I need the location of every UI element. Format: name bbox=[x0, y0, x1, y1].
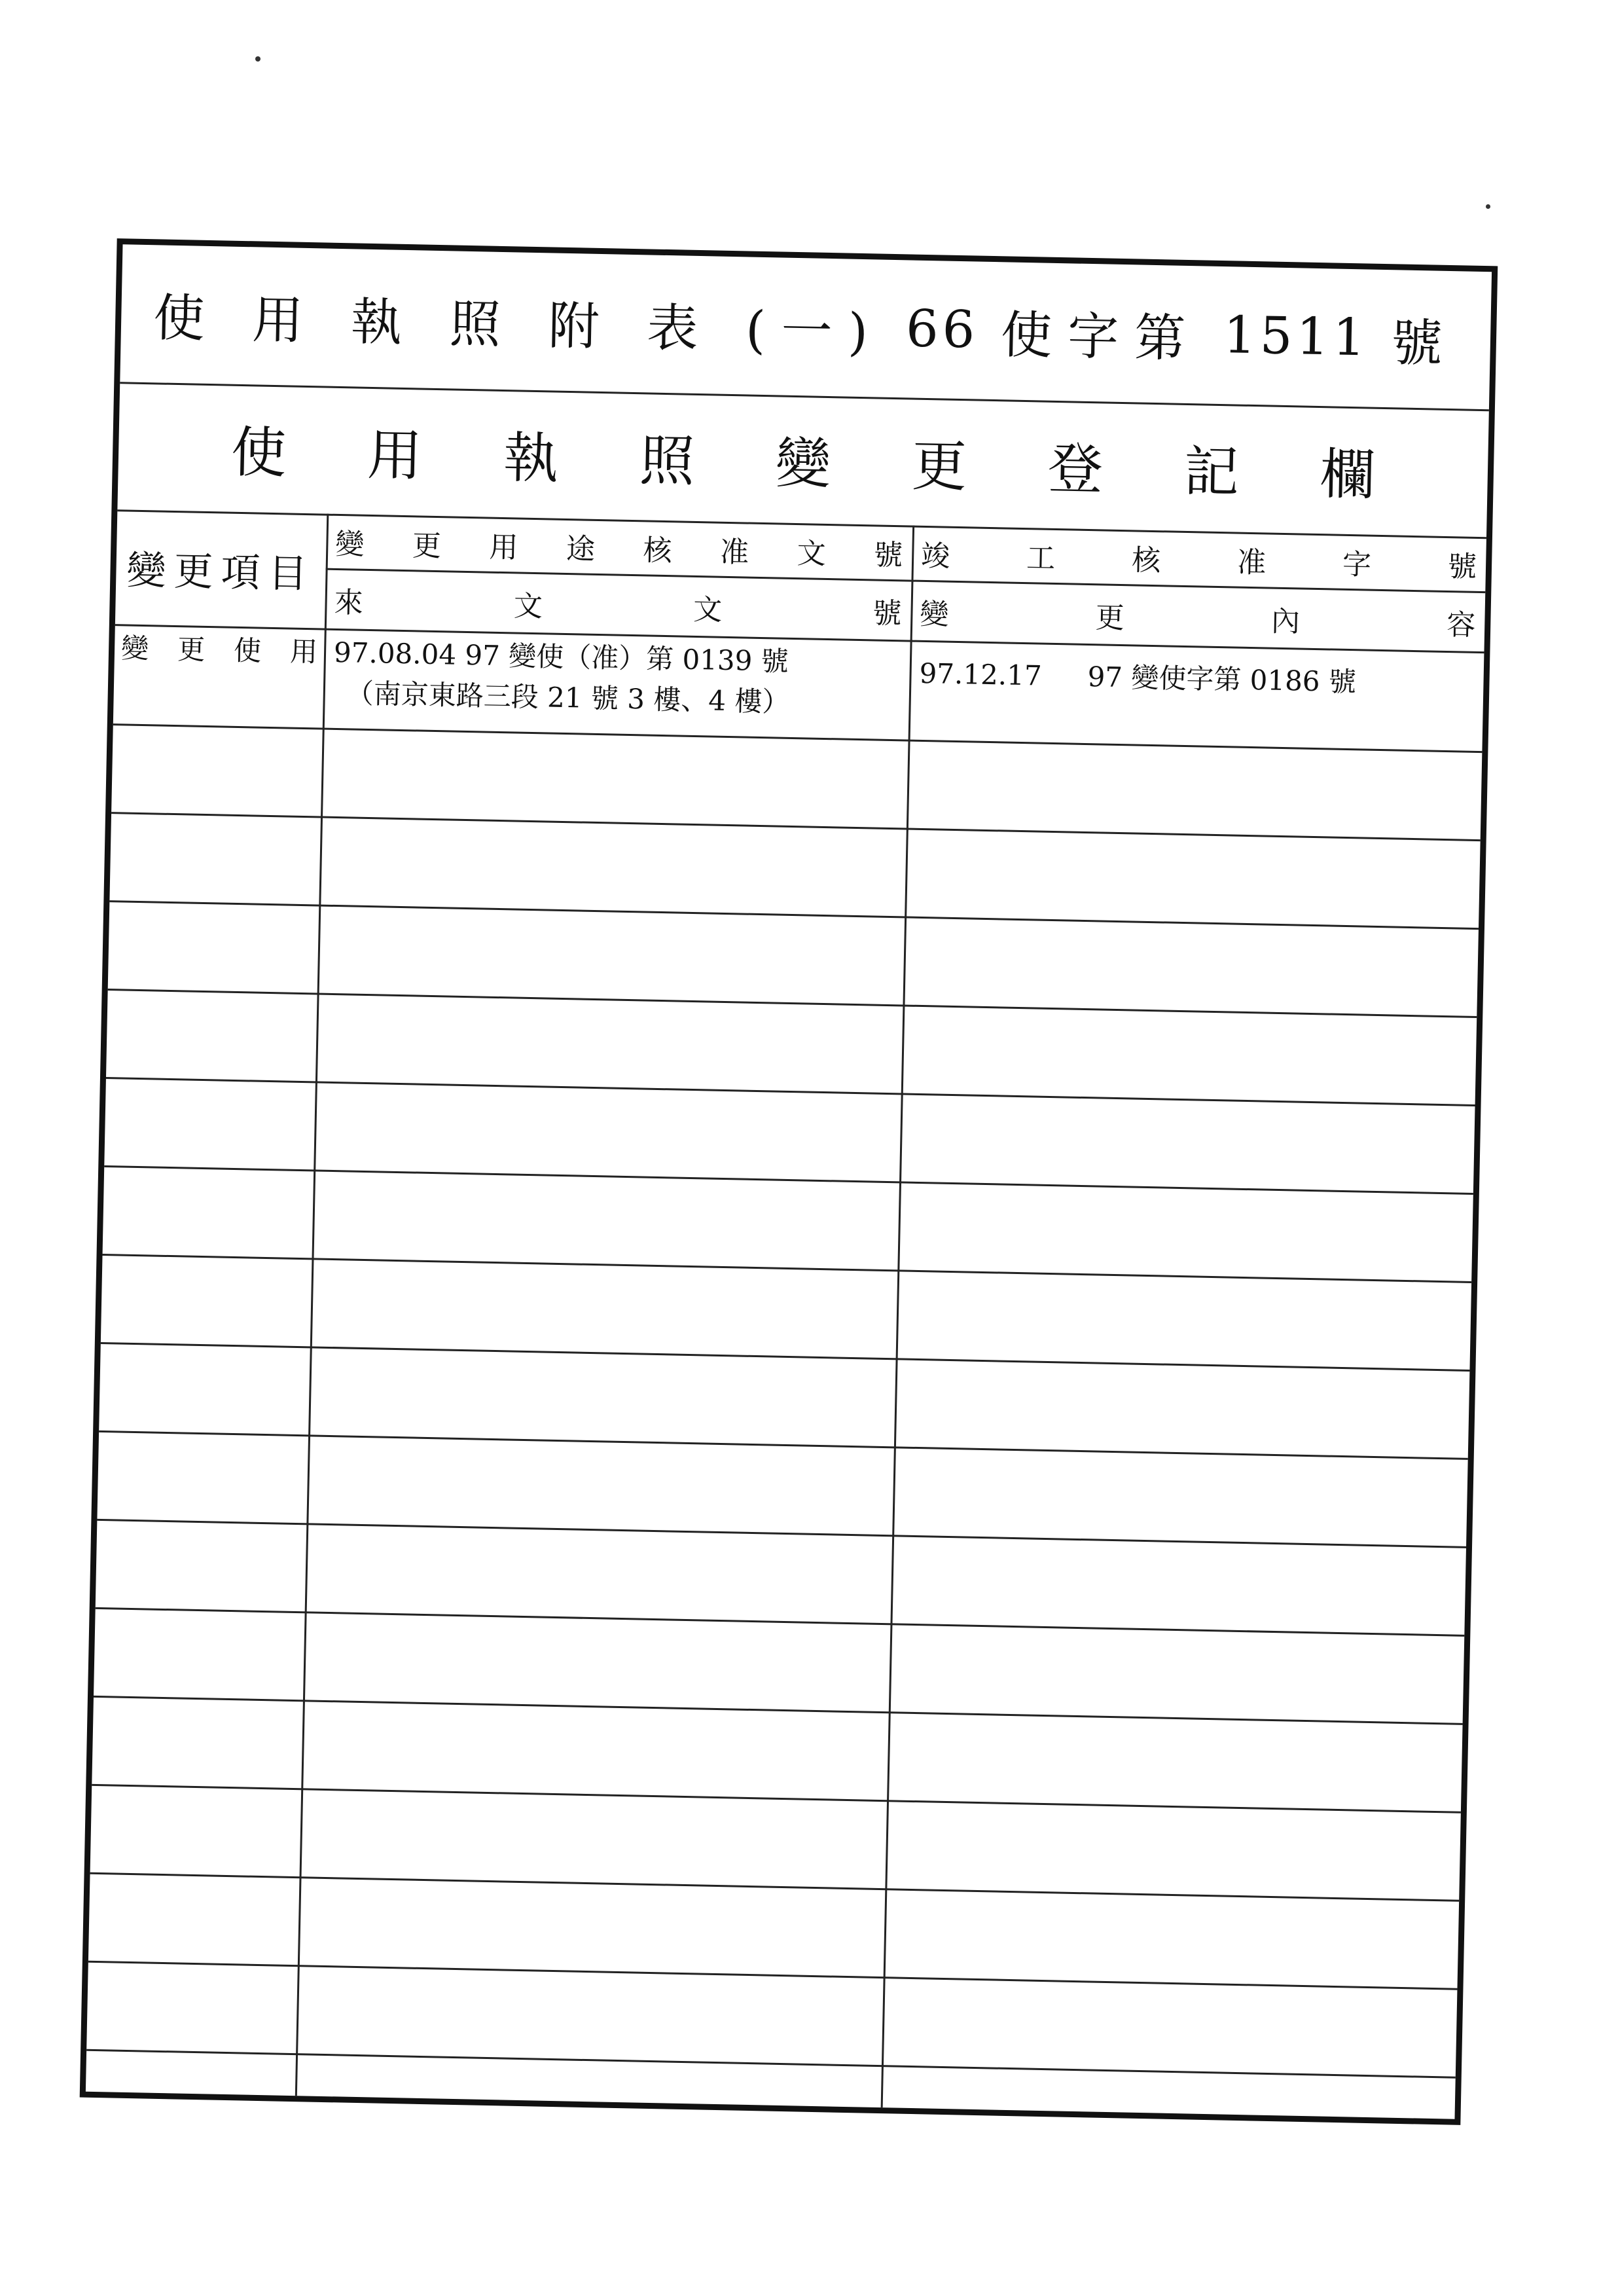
entry-completion-approval bbox=[919, 653, 1357, 702]
banner-char: 更 bbox=[910, 433, 967, 500]
table-row-divider bbox=[111, 812, 1481, 841]
title-word: 使字第 bbox=[1000, 306, 1202, 369]
banner-char: 變 bbox=[775, 431, 831, 497]
header-char: 來 bbox=[334, 585, 364, 620]
header-approval-doc-no bbox=[326, 514, 913, 582]
header-char: 號 bbox=[872, 596, 902, 631]
banner-char: 使 bbox=[230, 420, 287, 486]
header-change-item-label: 變更項目 bbox=[126, 547, 316, 597]
column-divider bbox=[295, 629, 327, 2096]
title-suffix: 號 bbox=[1390, 314, 1459, 374]
header-char: 容 bbox=[1446, 608, 1476, 642]
header-char: 用 bbox=[488, 530, 518, 565]
table-row-divider bbox=[101, 1342, 1470, 1372]
table-row-divider bbox=[94, 1696, 1463, 1725]
banner-char: 記 bbox=[1183, 439, 1240, 505]
header-char: 內 bbox=[1270, 604, 1301, 639]
entry-approval-document bbox=[333, 632, 791, 723]
title-serial: 1511 bbox=[1223, 306, 1370, 368]
table-row-divider bbox=[109, 900, 1479, 930]
entry-approval-date: 97.12.17 bbox=[919, 657, 1043, 692]
header-char: 更 bbox=[1095, 601, 1125, 636]
table-row-divider bbox=[90, 1872, 1460, 1902]
entry-char: 更 bbox=[177, 633, 206, 666]
header-completion-columns bbox=[910, 526, 1486, 654]
column-divider bbox=[881, 640, 912, 2108]
table-row-divider bbox=[106, 1077, 1475, 1106]
header-char: 文 bbox=[692, 592, 723, 627]
table-row-divider bbox=[86, 2049, 1456, 2079]
banner-char: 用 bbox=[367, 422, 423, 488]
table-row-divider bbox=[113, 723, 1483, 753]
header-char: 途 bbox=[566, 532, 596, 566]
banner-char: 執 bbox=[503, 426, 560, 491]
header-change-content bbox=[910, 583, 1486, 651]
scan-speck bbox=[255, 56, 261, 62]
entry-char: 變 bbox=[120, 632, 149, 665]
entry-approval-number: 97 變使字第 0186 號 bbox=[1087, 661, 1357, 699]
header-char: 核 bbox=[1131, 543, 1161, 577]
table-row-divider bbox=[108, 989, 1477, 1018]
table-row-divider bbox=[97, 1519, 1466, 1548]
header-completion-approval-no bbox=[911, 526, 1486, 594]
header-char: 變 bbox=[919, 597, 949, 632]
header-char: 號 bbox=[1447, 549, 1477, 584]
entry-char: 用 bbox=[289, 635, 318, 668]
scan-speck bbox=[1486, 204, 1490, 209]
header-char: 字 bbox=[1342, 547, 1372, 582]
registration-table-body bbox=[86, 624, 1484, 2119]
title-prefix: 使 用 執 照 附 表 (一) bbox=[153, 289, 884, 363]
header-document-columns bbox=[325, 514, 914, 642]
entry-change-item bbox=[115, 628, 325, 672]
header-char: 號 bbox=[873, 538, 903, 572]
header-char: 更 bbox=[412, 528, 442, 563]
header-incoming-doc-no bbox=[325, 572, 912, 640]
header-change-item bbox=[115, 509, 329, 630]
table-row-divider bbox=[104, 1165, 1473, 1195]
table-row-divider bbox=[103, 1254, 1472, 1283]
entry-doc-line1: 97.08.04 97 變使（准）第 0139 號 bbox=[333, 636, 789, 678]
header-char: 文 bbox=[797, 536, 827, 571]
table-row-divider bbox=[88, 1961, 1458, 1990]
header-char: 准 bbox=[1236, 545, 1267, 579]
title-number: 66 bbox=[905, 299, 980, 360]
banner-char: 欄 bbox=[1319, 442, 1376, 507]
entry-doc-line2: （南京東路三段 21 號 3 樓、4 樓） bbox=[346, 677, 790, 718]
usage-license-attachment-sheet bbox=[80, 238, 1498, 2125]
table-row-divider bbox=[96, 1607, 1465, 1637]
banner-char: 登 bbox=[1047, 436, 1104, 502]
header-char: 文 bbox=[513, 589, 543, 624]
header-char: 核 bbox=[643, 533, 673, 568]
header-char: 竣 bbox=[920, 539, 950, 574]
table-row-divider bbox=[92, 1784, 1461, 1813]
banner-char: 照 bbox=[639, 428, 696, 494]
header-char: 工 bbox=[1026, 541, 1056, 575]
header-char: 准 bbox=[719, 535, 749, 570]
entry-char: 使 bbox=[233, 634, 262, 667]
table-row-divider bbox=[99, 1430, 1468, 1460]
header-char: 變 bbox=[334, 527, 365, 562]
